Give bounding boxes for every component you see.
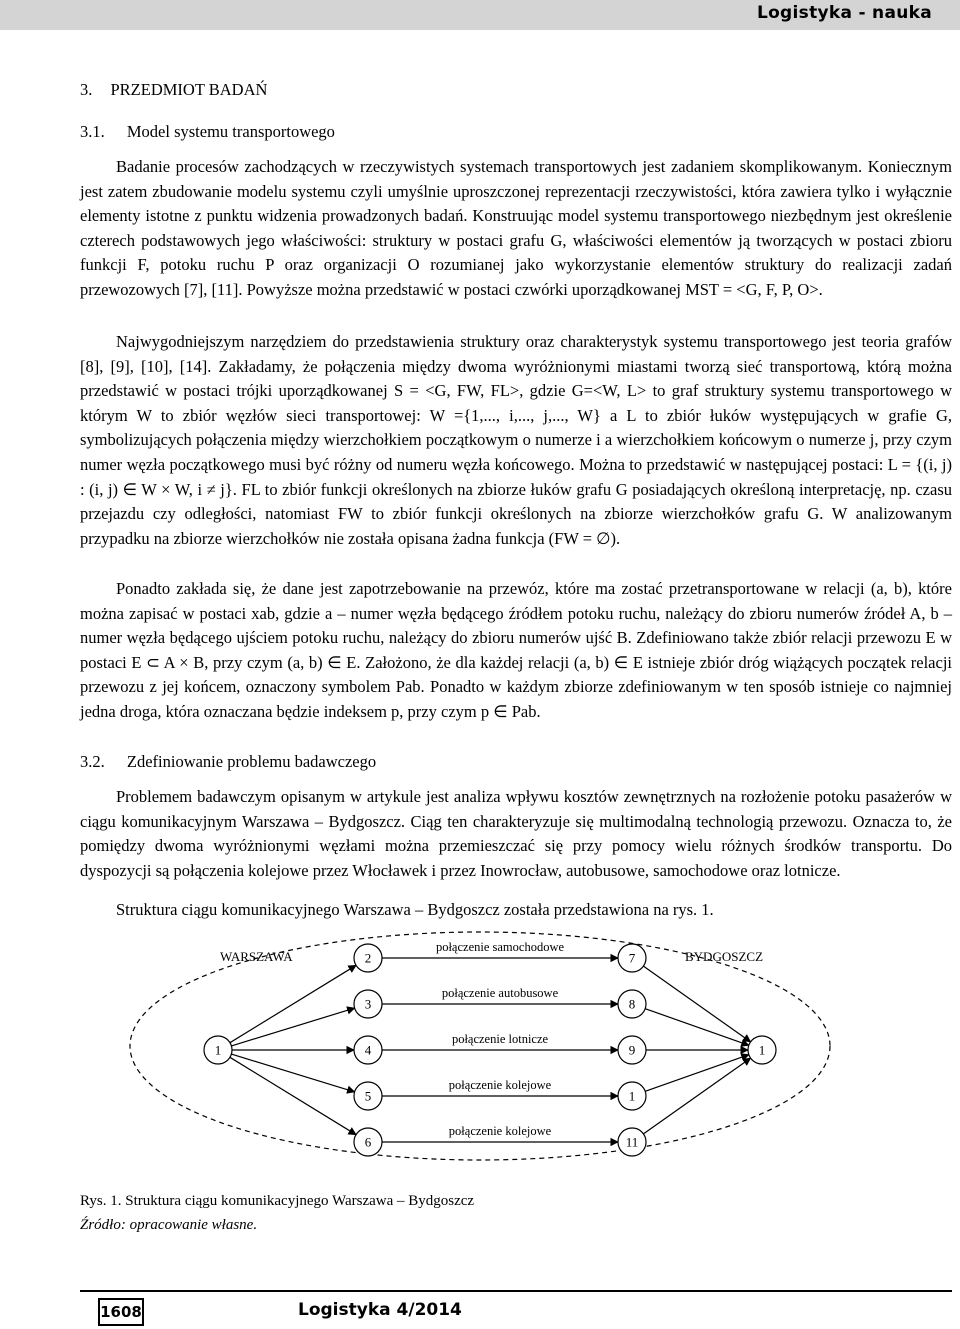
section-3-2-title: Zdefiniowanie problemu badawczego [126,752,377,771]
edge-source-to-6 [230,1057,356,1134]
node-left-2-label: 3 [364,996,372,1012]
paragraph-model-intro: Badanie procesów zachodzących w rzeczywistych systemach transportowych jest zadaniem skomplikowanym. Koniecznym jest zatem zbudowanie modelu systemu czyli umyślnie uproszczonej reprezentacji rzeczywistości, która zawiera tylko i wyłącznie elementy istotne z punktu widzenia prowadzonych badań. Konstruując model systemu transportowego niezbędnym jest określenie czterech podstawowych jego właściwości: struktury w postaci grafu G, właściwości elementów ją tworzących w postaci zbioru funkcji F, potoku ruchu P oraz organizacji O rozumianej jako wykorzystanie elementów struktury do realizacji zadań przewozowych [7], [11]. Powyższe można przedstawić w postaci czwórki uporządkowanej MST = <G, F, P, O>. [80,157,952,299]
section-3-number: 3. [80,80,93,99]
node-left-3-label: 4 [364,1042,372,1058]
node-right-4-label: 1 [628,1088,636,1104]
paragraph-figure-reference: Struktura ciągu komunikacyjnego Warszawa – Bydgoszcz została przedstawiona na rys. 1. [116,900,714,919]
paragraph-graph-theory: Najwygodniejszym narzędziem do przedstawienia struktury oraz charakterystyk systemu transportowego jest teoria grafów [8], [9], [10], [14]. Zakładamy, że połączenia między dwoma wyróżnionymi miastami tworzą sieć transportową, którą można przedstawić w postaci trójki uporządkowanej S = <G, FW, FL>, gdzie G=<W, L> to graf struktury systemu transportowego w którym W to zbiór węzłów sieci transportowej: W ={1,..., i,..., j,..., W} a L to zbiór łuków występujących w grafie G, symbolizujących połączenia między wierzchołkiem początkowym o numerze i a wierzchołkiem końcowym o numerze j, przy czym numer węzła początkowego musi być różny od numeru węzła końcowego. Można to przedstawić w następującej postaci: L = {(i, j) : (i, j) ∈ W × W, i ≠ j}. FL to zbiór funkcji określonych na zbiorze łuków grafu G posiadających określoną interpretację, np. czasu przejazdu czy odległości, natomiast FW to zbiór funkcji określonych na zbiorze wierzchołków grafu G. W analizowanym przypadku na zbiorze wierzchołków nie została opisana żadna funkcja (FW = ∅). [80,332,952,548]
paragraph-demand: Ponadto zakłada się, że dane jest zapotrzebowanie na przewóz, które ma zostać przetransportowane w relacji (a, b), które można zapisać w postaci xab, gdzie a – numer węzła będącego źródłem potoku ruchu, należący do zbioru numerów źródeł A, b – numer węzła będącego ujściem potoku ruchu, należący do zbioru numerów ujść B. Zdefiniowano także zbiór relacji przewozu E w postaci E ⊂ A × B, przy czym (a, b) ∈ E. Założono, że dla każdej relacji (a, b) ∈ E istnieje zbiór dróg wiążących początek relacji przewozu z jej końcem, oznaczony symbolem Pab. Ponadto w każdym zbiorze zdefiniowanym w ten sposób istnieje co najmniej jedna droga, która oznaczana będzie indeksem p, przy czym p ∈ Pab. [80,579,952,721]
node-right-1-label: 7 [628,950,636,966]
node-right-2-label: 8 [628,996,636,1012]
section-3-2-heading [80,752,376,772]
edge-source-to-2 [230,965,356,1042]
bydgoszcz-label: BYDGOSZCZ [685,949,764,964]
edge-source-to-5 [231,1054,354,1092]
diagram-edges [230,940,751,1142]
edge-to-sink-from-4 [645,1055,749,1092]
node-left-5-label: 6 [364,1134,372,1150]
edge-label-3: połączenie lotnicze [451,1032,549,1046]
node-left-4-label: 5 [364,1088,372,1104]
section-3-1-title: Model systemu transportowego [126,122,335,141]
warszawa-label: WARSZAWA [220,949,293,964]
figure-caption: Rys. 1. Struktura ciągu komunikacyjnego Warszawa – Bydgoszcz [80,1193,475,1209]
edge-source-to-3 [231,1008,354,1046]
edge-label-4: połączenie kolejowe [448,1078,552,1092]
edge-label-1: połączenie samochodowe [435,940,565,954]
section-3-1-heading [80,122,335,142]
section-3-heading [80,80,267,100]
edge-to-sink-from-1 [643,966,750,1042]
journal-name: Logistyka 4/2014 [298,1300,462,1320]
edge-to-sink-from-2 [645,1009,749,1046]
page-number: 1608 [98,1298,144,1326]
figure-source: Źródło: opracowanie własne. [80,1217,258,1233]
node-sink-label: 1 [758,1042,766,1058]
section-3-title: PRZEDMIOT BADAŃ [110,80,268,99]
edge-to-sink-from-5 [643,1058,750,1134]
section-3-2-number: 3.2. [80,752,105,771]
running-header: Logistyka - nauka [756,3,932,23]
edge-label-5: połączenie kolejowe [448,1124,552,1138]
node-left-1-label: 2 [364,950,372,966]
section-3-1-number: 3.1. [80,122,105,141]
footer-rule [80,1290,952,1292]
edge-label-2: połączenie autobusowe [441,986,559,1000]
header-bar [0,0,960,30]
node-right-3-label: 9 [628,1042,636,1058]
paragraph-research-problem: Problemem badawczym opisanym w artykule jest analiza wpływu kosztów zewnętrznych na rozłożenie potoku pasażerów w ciągu komunikacyjnym Warszawa – Bydgoszcz. Ciąg ten charakteryzuje się multimodalną technologią przewozu. Oznacza to, że pomiędzy dwoma wyróżnionymi węzłami można przemieszczać się przy pomocy wielu różnych środków transportu. Do dyspozycji są połączenia kolejowe przez Włocławek i przez Inowrocław, autobusowe, samochodowe oraz lotnicze. [80,787,952,880]
transport-network-diagram [120,928,840,1178]
node-source-label: 1 [214,1042,222,1058]
node-right-5-label: 11 [625,1134,639,1150]
